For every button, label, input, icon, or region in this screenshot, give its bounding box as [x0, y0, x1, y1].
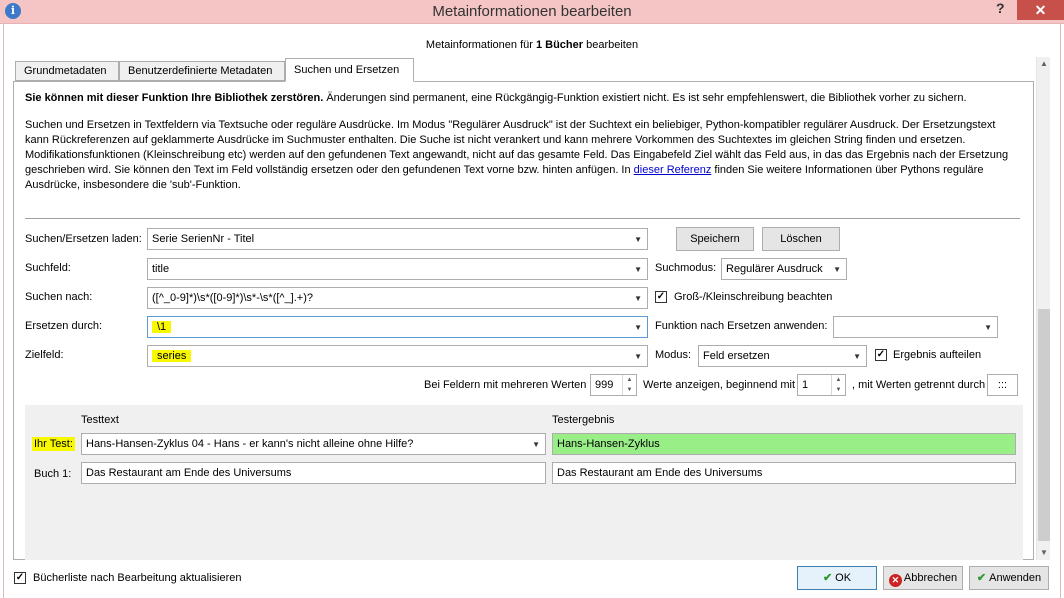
warning-text [25, 91, 1020, 106]
func-label: Funktion nach Ersetzen anwenden: [655, 320, 828, 332]
search-for-value: ([^_0-9]*)\s*([0-9]*)\s*-\s*([^_].+)? [152, 292, 314, 304]
scroll-down-icon[interactable]: ▼ [1040, 548, 1048, 557]
split-label: Ergebnis aufteilen [893, 349, 982, 361]
spin-arrows-icon[interactable]: ▲ ▼ [831, 375, 845, 395]
test-row1-label: Ihr Test: [34, 438, 73, 450]
apply-button[interactable] [969, 566, 1049, 590]
test-result-value: Hans-Hansen-Zyklus [557, 438, 660, 450]
mode-value: Feld ersetzen [703, 350, 770, 362]
header-suffix: bearbeiten [583, 39, 639, 51]
delete-button[interactable]: Löschen [762, 227, 840, 251]
description-text [25, 118, 1015, 193]
searchfield-value: title [152, 263, 170, 275]
case-label: Groß-/Kleinschreibung beachten [674, 291, 833, 303]
book1-text-field [81, 462, 546, 484]
apply-label: Anwenden [989, 572, 1042, 584]
book1-text-value: Das Restaurant am Ende des Universums [86, 467, 292, 479]
test-result-header: Testergebnis [552, 414, 615, 426]
tab-suchen-und-ersetzen[interactable]: Suchen und Ersetzen [285, 58, 414, 82]
info-icon: i [5, 3, 21, 19]
replace-value: \1 [152, 321, 171, 333]
searchmode-value: Regulärer Ausdruck [726, 263, 823, 275]
sep-value: ::: [997, 379, 1008, 391]
ok-check-icon: ✔ [822, 572, 833, 584]
ok-label: OK [835, 572, 852, 584]
refresh-label: Bücherliste nach Bearbeitung aktualisieren [33, 572, 242, 584]
split-checkbox[interactable]: ✓ [876, 349, 886, 360]
header-prefix: Metainformationen für [425, 39, 536, 51]
searchmode-select[interactable] [721, 258, 847, 280]
sep-label: , mit Werten getrennt durch [852, 379, 986, 391]
search-for-input[interactable] [147, 287, 648, 309]
multi-spinbox[interactable] [590, 374, 637, 396]
start-value: 1 [802, 379, 809, 391]
sep-input[interactable] [987, 374, 1018, 396]
mode-select[interactable] [698, 345, 867, 367]
vertical-scrollbar[interactable] [1036, 57, 1050, 560]
warning-bold: Sie können mit dieser Funktion Ihre Bibliothek zerstören. [25, 92, 324, 104]
replace-input[interactable] [147, 316, 648, 338]
load-select-value: Serie SerienNr - Titel [152, 233, 255, 245]
book1-result-value: Das Restaurant am Ende des Universums [557, 467, 763, 479]
load-select[interactable] [147, 228, 648, 250]
separator [25, 218, 1020, 219]
search-for-label: Suchen nach: [25, 291, 93, 303]
header-count: 1 Bücher [535, 39, 584, 51]
searchfield-select[interactable] [147, 258, 648, 280]
case-checkbox[interactable]: ✓ [656, 291, 666, 302]
test-result-field [552, 433, 1016, 455]
refresh-checkbox[interactable]: ✓ [15, 572, 25, 583]
test-text-value: Hans-Hansen-Zyklus 04 - Hans - er kann's nicht alleine ohne Hilfe? [86, 438, 414, 450]
func-select[interactable] [833, 316, 998, 338]
load-label: Suchen/Ersetzen laden: [25, 233, 142, 245]
book1-result-field [552, 462, 1016, 484]
multi-label: Bei Feldern mit mehreren Werten [424, 379, 587, 391]
cancel-x-icon: ✕ [889, 574, 902, 587]
target-label: Zielfeld: [25, 349, 64, 361]
warning-rest: Änderungen sind permanent, eine Rückgängig-Funktion existiert nicht. Es ist sehr empfehlenswert, die Bibliothek vorher zu sichern. [323, 92, 967, 104]
close-button[interactable]: ✕ [1017, 0, 1064, 20]
cancel-button[interactable] [883, 566, 963, 590]
multi-value: 999 [595, 379, 614, 391]
description-part2: finden Sie weitere Informationen über Pythons reguläre Ausdrücke, insbesondere die 'sub'-Funktion. [25, 164, 984, 191]
replace-label: Ersetzen durch: [25, 320, 103, 332]
target-value: series [152, 350, 191, 362]
searchmode-label: Suchmodus: [655, 262, 717, 274]
save-button[interactable]: Speichern [676, 227, 754, 251]
scroll-up-icon[interactable]: ▲ [1040, 59, 1048, 68]
show-label: Werte anzeigen, beginnend mit [643, 379, 796, 391]
tab-grundmetadaten[interactable]: Grundmetadaten [15, 61, 119, 81]
searchfield-label: Suchfeld: [25, 262, 71, 274]
ok-button[interactable] [797, 566, 877, 590]
title-bar [0, 0, 1064, 24]
reference-link[interactable]: dieser Referenz [633, 164, 712, 176]
dialog-header [0, 39, 1064, 51]
start-spinbox[interactable] [797, 374, 846, 396]
window-title: Metainformationen bearbeiten [432, 3, 632, 20]
apply-check-icon: ✔ [976, 572, 987, 584]
tab-benutzerdefinierte-metadaten[interactable]: Benutzerdefinierte Metadaten [119, 61, 285, 81]
help-button[interactable]: ? [996, 0, 1005, 16]
test-text-input[interactable] [81, 433, 546, 455]
mode-label: Modus: [655, 349, 692, 361]
test-row2-label: Buch 1: [34, 468, 72, 480]
target-select[interactable] [147, 345, 648, 367]
scrollbar-thumb[interactable] [1038, 309, 1050, 541]
spin-arrows-icon[interactable]: ▲ ▼ [622, 375, 636, 395]
description-part1: Suchen und Ersetzen in Textfeldern via Textsuche oder reguläre Ausdrücke. Im Modus "Regulärer Ausdruck" ist der Suchtext ein beliebiger, Python-kompatibler regulärer Ausdruck. Der Ersetzungstext kann Rückreferenzen auf geklammerte Ausdrücke im Suchmuster enthalten. Die Suche ist nicht verankert und kann mehrere Vorkommen des Suchtextes im gleichen String finden und ersetzen. Modifikationsfunktionen (Kleinschreibung etc) werden auf den gefundenen Text angewandt, nicht auf das gesamte Feld. Das Eingabefeld Ziel wählt das Feld aus, in das das Ergebnis nach der Ersetzung geschrieben wird. Sie können den Text im Feld vollständig ersetzen oder den gefundenen Text vorne bzw. hinten anfügen. In [25, 119, 1009, 176]
test-text-header: Testtext [81, 414, 119, 426]
cancel-label: Abbrechen [903, 572, 958, 584]
